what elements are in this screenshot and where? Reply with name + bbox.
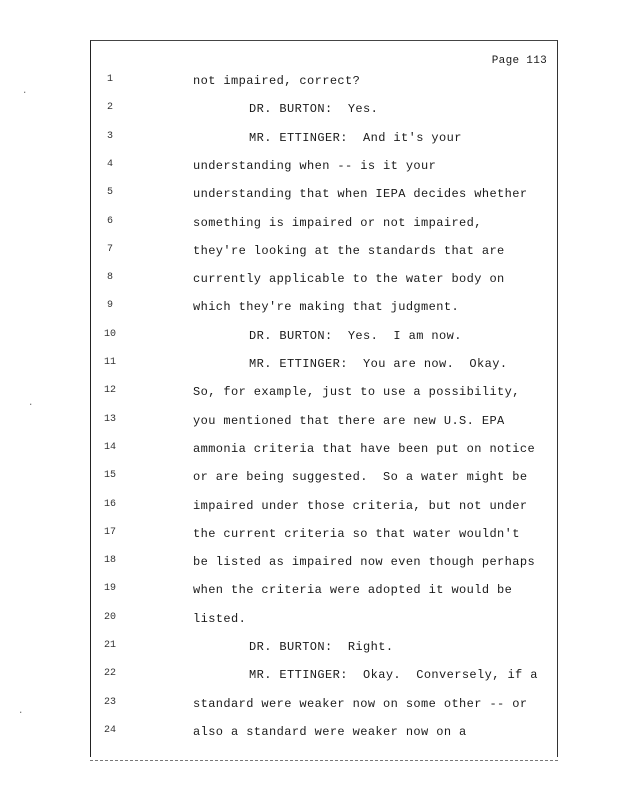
transcript-line	[91, 442, 557, 462]
line-text: listed.	[193, 611, 247, 626]
line-text: MR. ETTINGER: Okay. Conversely, if a	[249, 668, 538, 683]
transcript-line	[91, 527, 557, 547]
line-number: 16	[103, 498, 116, 510]
line-number: 13	[103, 413, 116, 425]
transcript-line	[91, 385, 557, 405]
transcript-line	[91, 725, 557, 745]
transcript-line	[91, 612, 557, 632]
transcript-line	[91, 131, 557, 151]
line-text: or are being suggested. So a water might be	[193, 470, 528, 485]
transcript-line	[91, 329, 557, 349]
line-number: 24	[103, 724, 116, 736]
bottom-rule	[90, 760, 558, 761]
line-text: when the criteria were adopted it would be	[193, 583, 513, 598]
line-text: also a standard were weaker now on a	[193, 724, 467, 739]
line-text: MR. ETTINGER: And it's your	[249, 130, 462, 145]
line-text: ammonia criteria that have been put on notice	[193, 441, 536, 456]
transcript-line	[91, 159, 557, 179]
transcript-line	[91, 102, 557, 122]
line-text: So, for example, just to use a possibility,	[193, 385, 520, 400]
line-text: understanding that when IEPA decides whether	[193, 187, 528, 202]
line-text: standard were weaker now on some other -- or	[193, 696, 528, 711]
line-number: 21	[103, 640, 116, 651]
transcript-line	[91, 414, 557, 434]
transcript-line	[91, 357, 557, 377]
transcript-line	[91, 244, 557, 264]
line-number: 2	[106, 102, 113, 114]
page-number-label: Page 113	[491, 55, 547, 67]
line-number: 22	[103, 668, 116, 680]
line-number: 4	[106, 158, 113, 170]
line-number: 11	[103, 357, 116, 368]
transcript-line	[91, 470, 557, 490]
line-number: 15	[103, 470, 116, 482]
line-number: 12	[103, 385, 116, 397]
transcript-line	[91, 272, 557, 292]
line-number: 9	[106, 300, 113, 312]
transcript-line	[91, 187, 557, 207]
line-text: impaired under those criteria, but not under	[193, 498, 528, 513]
line-number: 19	[103, 583, 116, 595]
line-text: they're looking at the standards that are	[193, 243, 505, 258]
scan-speck: ·	[28, 400, 34, 410]
transcript-line	[91, 499, 557, 519]
line-number: 10	[103, 328, 116, 340]
transcript-line	[91, 216, 557, 236]
line-text: be listed as impaired now even though perhaps	[193, 555, 536, 570]
line-text: MR. ETTINGER: You are now. Okay.	[249, 357, 508, 371]
line-number: 18	[103, 555, 116, 567]
line-number: 3	[106, 130, 113, 142]
scan-speck: ·	[18, 708, 24, 718]
line-number: 1	[106, 74, 113, 85]
transcript-line	[91, 668, 557, 688]
transcript-line	[91, 640, 557, 660]
line-number: 17	[103, 526, 116, 538]
line-text: DR. BURTON: Yes. I am now.	[249, 328, 462, 343]
line-number: 14	[103, 441, 116, 453]
scan-speck: ·	[22, 88, 28, 98]
transcript-line	[91, 74, 557, 94]
transcript-line	[91, 300, 557, 320]
line-number: 6	[106, 215, 113, 227]
transcript-line	[91, 583, 557, 603]
line-number: 20	[103, 611, 116, 623]
line-text: DR. BURTON: Right.	[249, 640, 394, 654]
line-number: 5	[106, 187, 113, 199]
line-text: the current criteria so that water wouldn't	[193, 526, 520, 541]
line-text: DR. BURTON: Yes.	[249, 102, 379, 117]
line-number: 8	[106, 272, 113, 284]
transcript-page	[90, 40, 558, 757]
transcript-line	[91, 555, 557, 575]
transcript-line	[91, 697, 557, 717]
line-text: something is impaired or not impaired,	[193, 215, 482, 230]
line-number: 7	[106, 243, 113, 255]
line-text: understanding when -- is it your	[193, 158, 437, 173]
line-number: 23	[103, 696, 116, 708]
line-text: which they're making that judgment.	[193, 300, 460, 315]
line-text: you mentioned that there are new U.S. EPA	[193, 413, 505, 428]
line-text: not impaired, correct?	[193, 74, 361, 88]
line-text: currently applicable to the water body on	[193, 272, 505, 287]
